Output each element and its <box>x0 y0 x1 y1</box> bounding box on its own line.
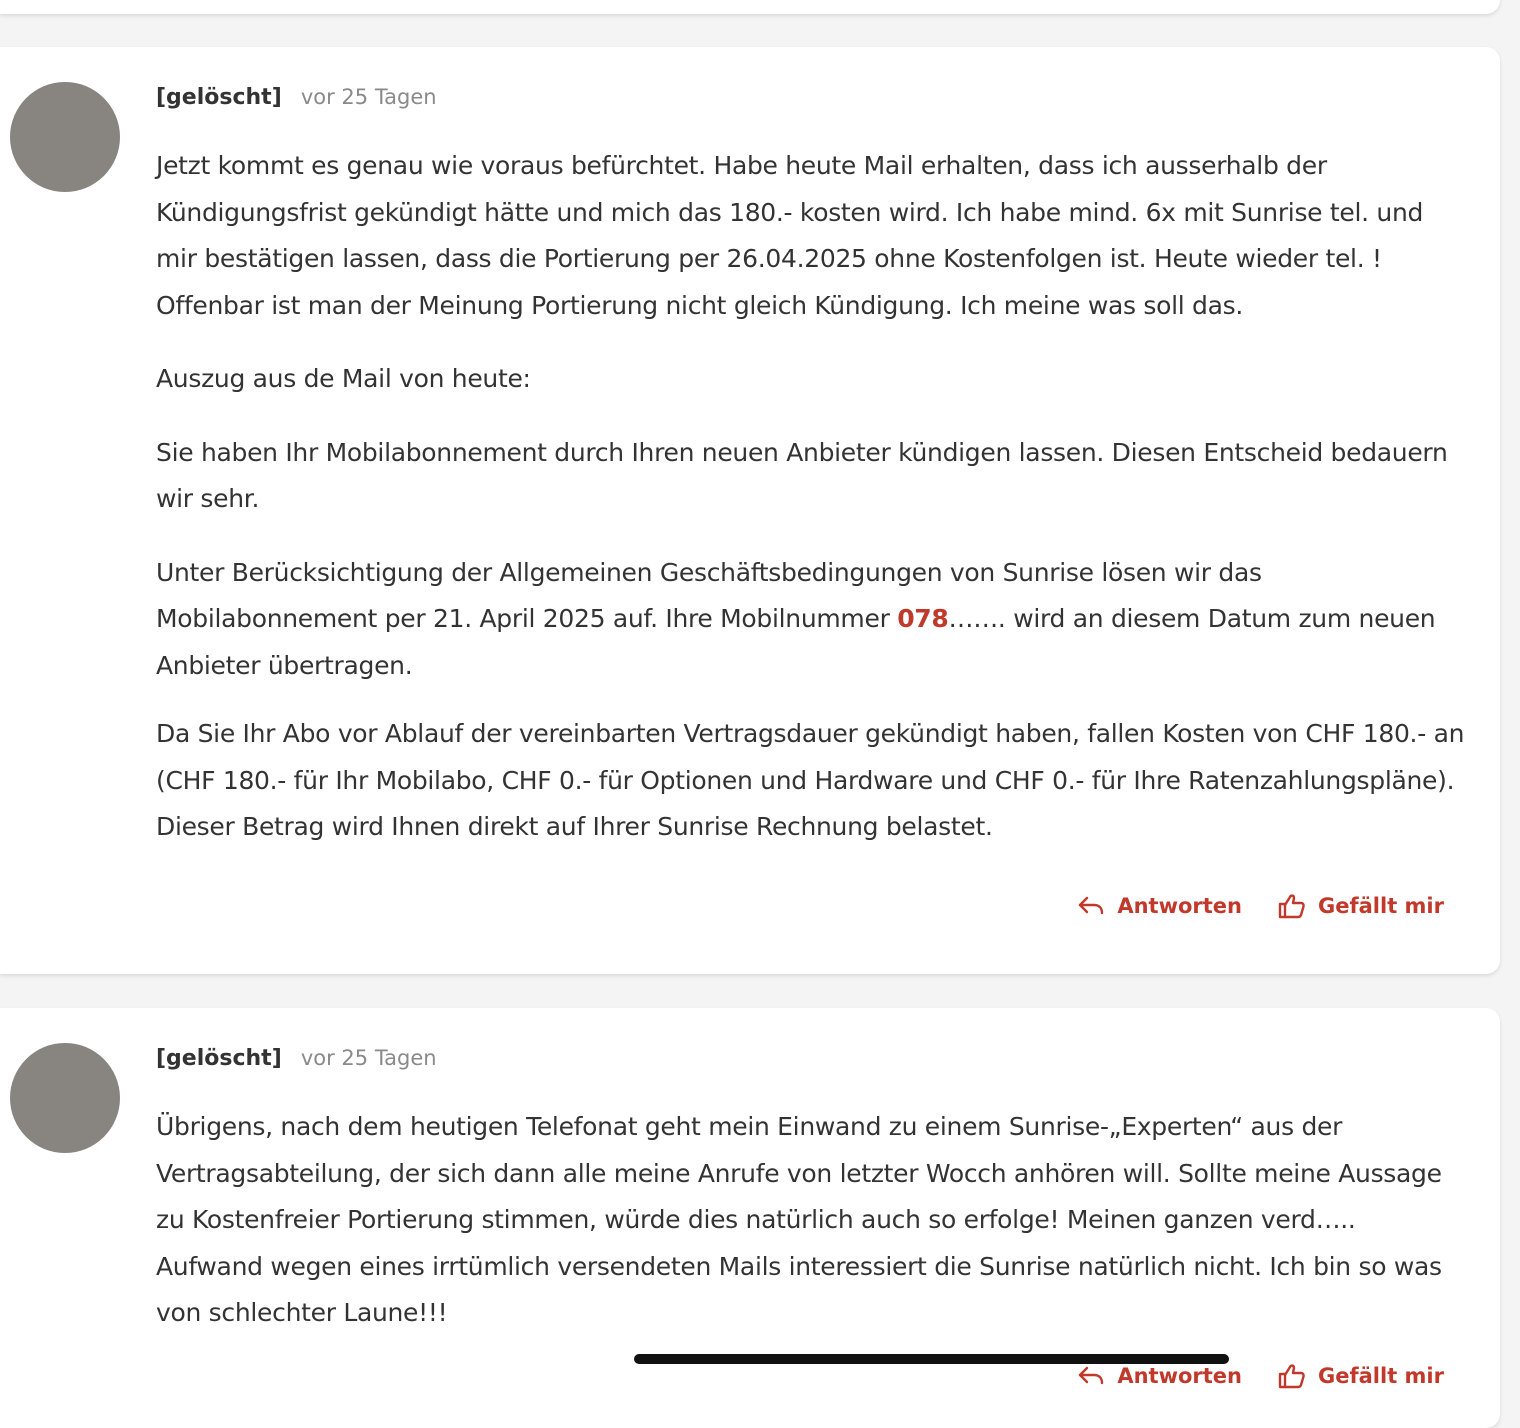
reply-button[interactable] <box>1077 894 1242 918</box>
reply-icon <box>1077 894 1105 918</box>
author-name[interactable]: [gelöscht] <box>156 1046 282 1071</box>
phone-number-link[interactable]: 078 <box>897 604 949 633</box>
thumbs-up-icon <box>1278 893 1306 919</box>
reply-icon <box>1077 1364 1105 1388</box>
post-paragraph <box>156 550 1466 690</box>
post-actions <box>1041 1363 1444 1389</box>
post-paragraph: Sie haben Ihr Mobilabonnement durch Ihren neuen Anbieter kündigen lassen. Diesen Entscheid bedauern wir sehr. <box>156 437 1448 513</box>
post-card <box>0 1008 1500 1428</box>
reply-button[interactable] <box>1077 1364 1242 1388</box>
previous-post-card <box>0 0 1500 14</box>
like-label: Gefällt mir <box>1318 894 1444 918</box>
post-paragraph: Jetzt kommt es genau wie voraus befürchtet. Habe heute Mail erhalten, dass ich ausserhalb der Kündigungsfrist gekündigt hätte und mich das 180.- kosten wird. Ich habe mind. 6x mit Sunrise tel. und mir bestätigen lassen, dass die Portierung per 26.04.2025 ohne Kostenfolgen ist. Heute wieder tel. ! Offenbar ist man der Meinung Portierung nicht gleich Kündigung. Ich meine was soll das. <box>156 151 1424 320</box>
avatar[interactable] <box>10 1043 120 1153</box>
post-meta <box>156 1046 437 1071</box>
paragraph-text: Unter Berücksichtigung der Allgemeinen Geschäftsbedingungen von Sunrise lösen wir das Mobilabonnement per 21. April 2025 auf. Ihre Mobilnummer <box>156 557 1262 633</box>
post-time: vor 25 Tagen <box>300 85 437 109</box>
post-actions <box>1041 893 1444 919</box>
reply-label: Antworten <box>1117 1364 1243 1388</box>
post-card <box>0 47 1500 974</box>
post-body <box>156 1104 1466 1364</box>
thumbs-up-icon <box>1278 1363 1306 1389</box>
home-indicator[interactable] <box>634 1354 1229 1364</box>
avatar[interactable] <box>10 82 120 192</box>
post-paragraph: Da Sie Ihr Abo vor Ablauf der vereinbarten Vertragsdauer gekündigt haben, fallen Kosten von CHF 180.- an (CHF 180.- für Ihr Mobilabo, CHF 0.- für Optionen und Hardware und CHF 0.- für Ihre Ratenzahlungspläne). Dieser Betrag wird Ihnen direkt auf Ihrer Sunrise Rechnung belastet. <box>156 719 1465 841</box>
post-paragraph: Übrigens, nach dem heutigen Telefonat geht mein Einwand zu einem Sunrise-„Experten“ aus der Vertragsabteilung, der sich dann alle meine Anrufe von letzter Wocch anhören will. Sollte meine Aussage zu Kostenfreier Portierung stimmen, würde dies natürlich auch so erfolge! Meinen ganzen verd….. Aufwand wegen eines irrtümlich versendeten Mails interessiert die Sunrise natürlich nicht. Ich bin so was von schlechter Laune!!! <box>156 1112 1442 1327</box>
post-body <box>156 143 1466 878</box>
post-paragraph: Auszug aus de Mail von heute: <box>156 364 531 393</box>
paragraph-text: ……. wird an diesem Datum zum neuen Anbieter übertragen. <box>156 604 1436 680</box>
author-name[interactable]: [gelöscht] <box>156 85 282 110</box>
post-meta <box>156 85 437 110</box>
reply-label: Antworten <box>1117 894 1243 918</box>
like-button[interactable] <box>1278 893 1444 919</box>
like-button[interactable] <box>1278 1363 1444 1389</box>
like-label: Gefällt mir <box>1318 1364 1444 1388</box>
post-time: vor 25 Tagen <box>300 1046 437 1070</box>
